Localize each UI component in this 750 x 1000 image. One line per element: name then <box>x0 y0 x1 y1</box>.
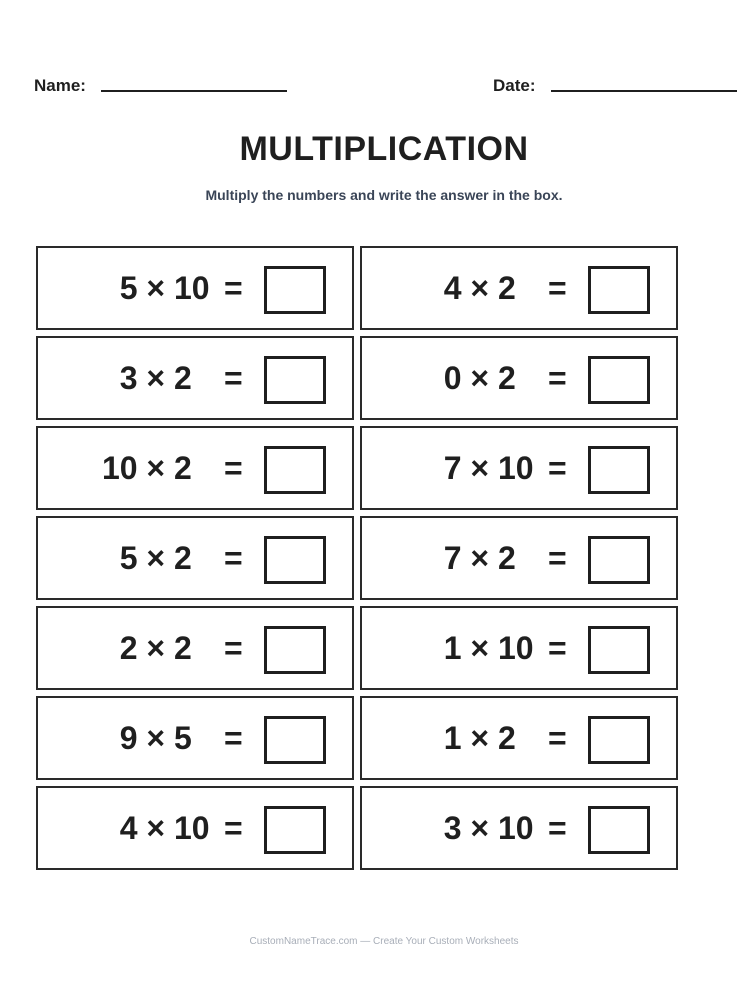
problem-card <box>360 426 678 510</box>
problem-expression <box>38 248 216 328</box>
answer-box[interactable] <box>264 446 326 494</box>
factor-a: 1 <box>443 630 462 666</box>
factor-b: 2 <box>174 450 192 486</box>
problem-expression <box>362 608 540 688</box>
factor-b: 2 <box>174 360 192 396</box>
factor-a: 3 <box>119 360 138 396</box>
factor-a: 4 <box>119 810 138 846</box>
answer-box[interactable] <box>264 356 326 404</box>
factor-b: 2 <box>498 540 516 576</box>
factor-a: 10 <box>101 450 138 486</box>
factor-a: 2 <box>119 630 138 666</box>
problem-expression <box>362 518 540 598</box>
problem-card <box>36 426 354 510</box>
problem-expression <box>38 518 216 598</box>
problem-card <box>360 606 678 690</box>
worksheet-instructions: Multiply the numbers and write the answer in the box. <box>205 187 563 203</box>
problem-card <box>360 336 678 420</box>
factor-b: 2 <box>498 360 516 396</box>
times-sign: × <box>146 450 166 486</box>
answer-box[interactable] <box>588 446 650 494</box>
times-sign: × <box>146 360 166 396</box>
answer-box[interactable] <box>588 806 650 854</box>
factor-b: 10 <box>174 810 210 846</box>
problem-expression <box>38 338 216 418</box>
times-sign: × <box>146 720 166 756</box>
factor-b: 10 <box>174 270 210 306</box>
factor-a: 0 <box>443 360 462 396</box>
name-line[interactable] <box>101 90 287 92</box>
equals-sign: = <box>548 270 567 306</box>
problem-card <box>360 516 678 600</box>
equals-sign: = <box>224 630 243 666</box>
factor-b: 10 <box>498 810 534 846</box>
times-sign: × <box>470 270 490 306</box>
factor-b: 2 <box>174 630 192 666</box>
answer-box[interactable] <box>264 806 326 854</box>
problem-card <box>36 516 354 600</box>
equals-sign: = <box>224 450 243 486</box>
times-sign: × <box>146 540 166 576</box>
equals-sign: = <box>548 360 567 396</box>
problem-card <box>36 606 354 690</box>
problem-expression <box>38 698 216 778</box>
answer-box[interactable] <box>588 626 650 674</box>
equals-sign: = <box>224 540 243 576</box>
answer-box[interactable] <box>588 716 650 764</box>
equals-sign: = <box>548 450 567 486</box>
problem-expression <box>362 428 540 508</box>
factor-a: 3 <box>443 810 462 846</box>
answer-box[interactable] <box>264 536 326 584</box>
problem-card <box>360 696 678 780</box>
factor-b: 2 <box>498 720 516 756</box>
name-label: Name: <box>34 76 86 95</box>
footer-credit: CustomNameTrace.com — Create Your Custom Worksheets <box>249 936 519 947</box>
factor-a: 7 <box>443 450 462 486</box>
answer-box[interactable] <box>264 716 326 764</box>
answer-box[interactable] <box>264 266 326 314</box>
factor-b: 10 <box>498 450 534 486</box>
problem-card <box>36 246 354 330</box>
factor-b: 10 <box>498 630 534 666</box>
equals-sign: = <box>548 630 567 666</box>
date-label: Date: <box>493 76 536 95</box>
problem-card <box>36 336 354 420</box>
problem-expression <box>362 248 540 328</box>
times-sign: × <box>146 630 166 666</box>
factor-a: 1 <box>443 720 462 756</box>
equals-sign: = <box>548 720 567 756</box>
factor-a: 7 <box>443 540 462 576</box>
factor-a: 5 <box>119 540 138 576</box>
problem-expression <box>38 608 216 688</box>
equals-sign: = <box>224 360 243 396</box>
answer-box[interactable] <box>588 356 650 404</box>
equals-sign: = <box>224 270 243 306</box>
factor-a: 9 <box>119 720 138 756</box>
factor-a: 4 <box>443 270 462 306</box>
problem-expression <box>362 338 540 418</box>
equals-sign: = <box>224 810 243 846</box>
problem-expression <box>362 698 540 778</box>
times-sign: × <box>470 450 490 486</box>
worksheet-title: MULTIPLICATION <box>239 130 529 168</box>
equals-sign: = <box>548 810 567 846</box>
times-sign: × <box>470 720 490 756</box>
times-sign: × <box>470 630 490 666</box>
problem-expression <box>362 788 540 868</box>
times-sign: × <box>146 270 166 306</box>
factor-b: 5 <box>174 720 192 756</box>
answer-box[interactable] <box>588 266 650 314</box>
times-sign: × <box>146 810 166 846</box>
problem-expression <box>38 428 216 508</box>
problem-card <box>36 786 354 870</box>
times-sign: × <box>470 540 490 576</box>
answer-box[interactable] <box>588 536 650 584</box>
times-sign: × <box>470 810 490 846</box>
date-line[interactable] <box>551 90 737 92</box>
equals-sign: = <box>224 720 243 756</box>
problem-card <box>360 786 678 870</box>
answer-box[interactable] <box>264 626 326 674</box>
problem-card <box>360 246 678 330</box>
equals-sign: = <box>548 540 567 576</box>
factor-a: 5 <box>119 270 138 306</box>
times-sign: × <box>470 360 490 396</box>
problem-expression <box>38 788 216 868</box>
factor-b: 2 <box>174 540 192 576</box>
problem-card <box>36 696 354 780</box>
factor-b: 2 <box>498 270 516 306</box>
